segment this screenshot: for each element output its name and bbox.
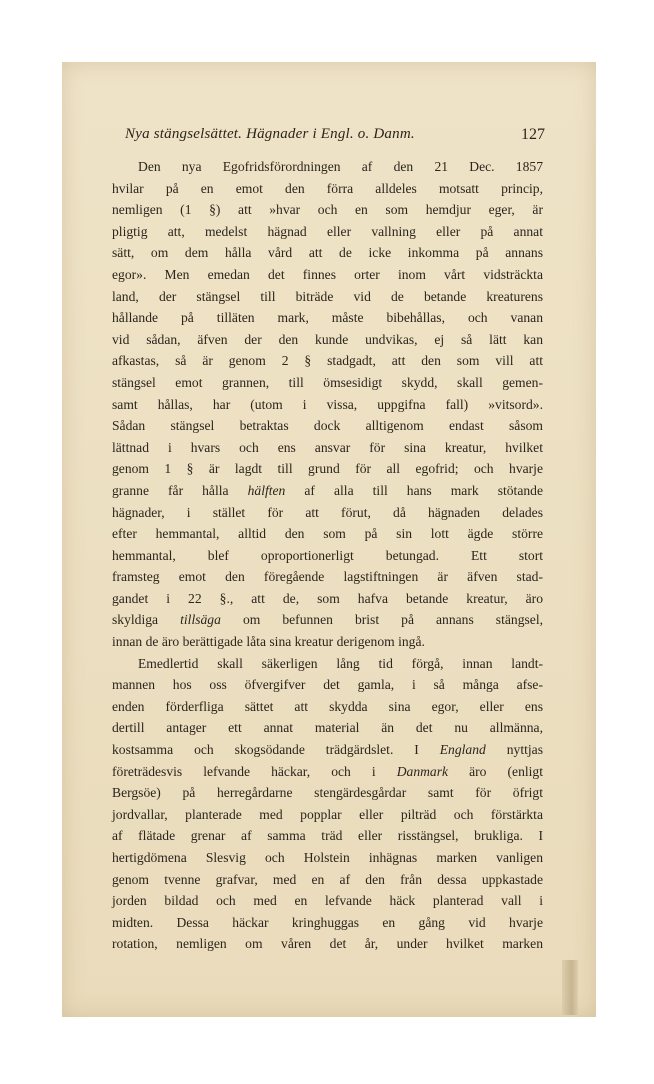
- text-line: egor». Men emedan det finnes orter inom vårt vidsträckta: [112, 266, 543, 282]
- text-segment: om befunnen brist på annans stängsel,: [220, 612, 544, 628]
- page-edge-shadow: [562, 960, 578, 1015]
- text-line: jorden bildad och med en lefvande häck planterad vall i: [112, 893, 543, 909]
- text-line: innan de äro berättigade låta sina kreatur derigenom ingå.: [112, 634, 425, 650]
- running-head: [125, 126, 545, 148]
- text-line: gandet i 22 §., att de, som hafva betande kreatur, äro: [112, 590, 543, 606]
- text-line: [112, 609, 543, 631]
- text-line: [112, 480, 543, 502]
- text-line: stängsel emot grannen, till ömsesidigt skydd, skall gemen-: [112, 374, 543, 390]
- text-line: hägnader, i stället för att förut, då hägnaden delades: [112, 504, 543, 520]
- text-line: Emedlertid skall säkerligen lång tid förgå, innan landt-: [138, 655, 543, 671]
- text-line: hertigdömena Slesvig och Holstein inhägnas marken vanligen: [112, 850, 543, 865]
- text-segment: af alla till hans mark stötande: [285, 482, 543, 498]
- text-segment: nyttjas: [485, 742, 543, 758]
- page-number: 127: [521, 126, 545, 143]
- text-line: Sådan stängsel betraktas dock alltigenom endast såsom: [112, 418, 543, 434]
- text-line: midten. Dessa häckar kringhuggas en gång vid hvarje: [112, 914, 543, 930]
- text-line: enden förderfliga sättet att skydda sina egor, eller ens: [112, 698, 543, 714]
- text-line: af flätade grenar af samma träd eller risstängsel, brukliga. I: [112, 828, 543, 844]
- text-line: hemmantal, blef oproportionerligt betungad. Ett stort: [112, 547, 543, 563]
- text-line: [112, 761, 543, 783]
- text-line: rotation, nemligen om våren det år, under hvilket marken: [112, 936, 543, 952]
- text-line: samt hållas, har (utom i vissa, uppgifna fall) »vitsord».: [112, 396, 543, 412]
- text-line: Den nya Egofridsförordningen af den 21 Dec. 1857: [138, 159, 543, 174]
- emphasis-halften: hälften: [247, 482, 286, 498]
- text-line: genom tvenne grafvar, med en af den från dessa uppkastade: [112, 871, 543, 887]
- text-line: nemligen (1 §) att »hvar och en som hemdjur eger, är: [112, 202, 543, 218]
- text-segment: företrädesvis lefvande häckar, och i: [112, 763, 397, 779]
- text-line: efter hemmantal, alltid den som på sin lott ägde större: [112, 526, 543, 542]
- text-line: lättnad i hvars och ens ansvar för sina kreatur, hvilket: [112, 439, 543, 455]
- text-line: jordvallar, planterade med popplar eller pilträd och förstärkta: [112, 806, 543, 822]
- emphasis-danmark: Danmark: [396, 763, 449, 779]
- text-line: [112, 739, 543, 761]
- text-line: dertill antager ett annat material än det nu allmänna,: [112, 720, 543, 736]
- text-line: framsteg emot den föregående lagstiftningen är äfven stad-: [112, 569, 543, 585]
- text-line: hållande på tilläten mark, måste bibehållas, och vanan: [112, 310, 543, 326]
- text-segment: kostsamma och skogsödande trädgärdslet. I: [112, 742, 440, 758]
- text-line: afkastas, så är genom 2 § stadgadt, att den som vill att: [112, 353, 543, 369]
- emphasis-tillsaga: tillsäga: [180, 612, 221, 628]
- text-segment: granne får hålla: [112, 482, 248, 498]
- running-title: Nya stängselsättet. Hägnader i Engl. o. Danm.: [125, 126, 415, 142]
- body-text: [112, 156, 543, 955]
- text-segment: äro (enligt: [448, 763, 543, 779]
- text-line: hvilar på en emot den förra alldeles motsatt princip,: [112, 180, 543, 196]
- text-line: vid sådan, äfven der den kunde undvikas, ej så lätt kan: [112, 331, 543, 347]
- text-segment: skyldiga: [112, 612, 181, 628]
- text-line: Bergsöe) på herregårdarne stengärdesgårdar samt för öfrigt: [112, 785, 543, 801]
- text-line: pligtig att, medelst hägnad eller vallning eller på annat: [112, 223, 543, 239]
- emphasis-england: England: [439, 742, 486, 758]
- text-line: land, der stängsel till biträde vid de betande kreaturens: [112, 288, 543, 304]
- text-line: sätt, om dem hålla vård att de icke inkomma på annans: [112, 245, 543, 261]
- text-line: mannen hos oss öfvergifver det gamla, i så många afse-: [112, 677, 543, 693]
- text-line: genom 1 § är lagdt till grund för all egofrid; och hvarje: [112, 461, 543, 477]
